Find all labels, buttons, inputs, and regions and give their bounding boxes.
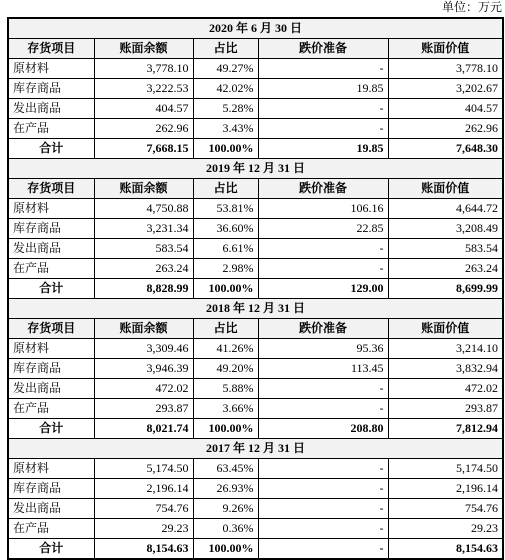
value-cell: 3,778.10 bbox=[388, 59, 503, 79]
column-header: 账面余额 bbox=[94, 39, 193, 59]
item-name-cell: 在产品 bbox=[8, 519, 94, 539]
table-row bbox=[8, 339, 503, 359]
value-cell: 63.45% bbox=[193, 459, 258, 479]
table-row bbox=[8, 199, 503, 219]
value-cell: 583.54 bbox=[388, 239, 503, 259]
period-title-row bbox=[8, 18, 503, 39]
column-header: 跌价准备 bbox=[258, 39, 388, 59]
item-name-cell: 原材料 bbox=[8, 339, 94, 359]
table-row bbox=[8, 359, 503, 379]
column-header: 跌价准备 bbox=[258, 179, 388, 199]
column-header: 账面余额 bbox=[94, 319, 193, 339]
value-cell: 5,174.50 bbox=[94, 459, 193, 479]
period-title-row bbox=[8, 159, 503, 179]
value-cell: 2,196.14 bbox=[94, 479, 193, 499]
period-title: 2020 年 6 月 30 日 bbox=[8, 18, 503, 39]
value-cell: 404.57 bbox=[94, 99, 193, 119]
table-row bbox=[8, 479, 503, 499]
value-cell: 404.57 bbox=[388, 99, 503, 119]
value-cell: - bbox=[258, 119, 388, 139]
item-name-cell: 库存商品 bbox=[8, 79, 94, 99]
value-cell: 3,208.49 bbox=[388, 219, 503, 239]
period-title: 2017 年 12 月 31 日 bbox=[8, 439, 503, 459]
value-cell: 3.43% bbox=[193, 119, 258, 139]
column-header-row bbox=[8, 39, 503, 59]
total-value: 7,812.94 bbox=[388, 419, 503, 439]
total-value: 100.00% bbox=[193, 419, 258, 439]
table-row bbox=[8, 459, 503, 479]
table-row bbox=[8, 119, 503, 139]
table-row bbox=[8, 219, 503, 239]
total-row bbox=[8, 539, 503, 560]
value-cell: 263.24 bbox=[94, 259, 193, 279]
value-cell: - bbox=[258, 239, 388, 259]
item-name-cell: 在产品 bbox=[8, 259, 94, 279]
total-value: 208.80 bbox=[258, 419, 388, 439]
value-cell: - bbox=[258, 459, 388, 479]
item-name-cell: 在产品 bbox=[8, 399, 94, 419]
item-name-cell: 原材料 bbox=[8, 199, 94, 219]
value-cell: 3,778.10 bbox=[94, 59, 193, 79]
value-cell: 5.88% bbox=[193, 379, 258, 399]
value-cell: 3,309.46 bbox=[94, 339, 193, 359]
total-label: 合计 bbox=[8, 279, 94, 299]
value-cell: 3,222.53 bbox=[94, 79, 193, 99]
total-value: 100.00% bbox=[193, 139, 258, 159]
total-value: 100.00% bbox=[193, 539, 258, 560]
value-cell: 583.54 bbox=[94, 239, 193, 259]
value-cell: 472.02 bbox=[94, 379, 193, 399]
value-cell: 2.98% bbox=[193, 259, 258, 279]
value-cell: 2,196.14 bbox=[388, 479, 503, 499]
column-header: 账面价值 bbox=[388, 179, 503, 199]
total-value: - bbox=[258, 539, 388, 560]
table-row bbox=[8, 259, 503, 279]
total-label: 合计 bbox=[8, 419, 94, 439]
value-cell: 6.61% bbox=[193, 239, 258, 259]
inventory-table-body bbox=[8, 18, 503, 559]
value-cell: - bbox=[258, 479, 388, 499]
value-cell: 754.76 bbox=[388, 499, 503, 519]
table-row bbox=[8, 99, 503, 119]
value-cell: 3,946.39 bbox=[94, 359, 193, 379]
table-row bbox=[8, 499, 503, 519]
value-cell: 263.24 bbox=[388, 259, 503, 279]
table-row bbox=[8, 379, 503, 399]
column-header: 占比 bbox=[193, 39, 258, 59]
total-value: 8,021.74 bbox=[94, 419, 193, 439]
value-cell: - bbox=[258, 379, 388, 399]
column-header: 存货项目 bbox=[8, 179, 94, 199]
value-cell: - bbox=[258, 59, 388, 79]
total-row bbox=[8, 139, 503, 159]
column-header: 存货项目 bbox=[8, 39, 94, 59]
value-cell: - bbox=[258, 259, 388, 279]
item-name-cell: 原材料 bbox=[8, 59, 94, 79]
table-row bbox=[8, 519, 503, 539]
value-cell: 36.60% bbox=[193, 219, 258, 239]
total-row bbox=[8, 419, 503, 439]
value-cell: 0.36% bbox=[193, 519, 258, 539]
total-value: 8,828.99 bbox=[94, 279, 193, 299]
table-row bbox=[8, 59, 503, 79]
value-cell: 4,750.88 bbox=[94, 199, 193, 219]
column-header-row bbox=[8, 179, 503, 199]
value-cell: 3,214.10 bbox=[388, 339, 503, 359]
item-name-cell: 发出商品 bbox=[8, 239, 94, 259]
unit-label: 单位：万元 bbox=[441, 0, 502, 14]
column-header-row bbox=[8, 319, 503, 339]
value-cell: 754.76 bbox=[94, 499, 193, 519]
value-cell: 26.93% bbox=[193, 479, 258, 499]
column-header: 存货项目 bbox=[8, 319, 94, 339]
value-cell: 3.66% bbox=[193, 399, 258, 419]
table-row bbox=[8, 239, 503, 259]
value-cell: 5,174.50 bbox=[388, 459, 503, 479]
value-cell: - bbox=[258, 499, 388, 519]
value-cell: 3,832.94 bbox=[388, 359, 503, 379]
period-title-row bbox=[8, 439, 503, 459]
value-cell: 19.85 bbox=[258, 79, 388, 99]
item-name-cell: 发出商品 bbox=[8, 99, 94, 119]
value-cell: 42.02% bbox=[193, 79, 258, 99]
column-header: 占比 bbox=[193, 319, 258, 339]
value-cell: 3,231.34 bbox=[94, 219, 193, 239]
value-cell: 5.28% bbox=[193, 99, 258, 119]
value-cell: 293.87 bbox=[388, 399, 503, 419]
item-name-cell: 库存商品 bbox=[8, 359, 94, 379]
value-cell: 41.26% bbox=[193, 339, 258, 359]
total-value: 8,154.63 bbox=[94, 539, 193, 560]
value-cell: 9.26% bbox=[193, 499, 258, 519]
value-cell: 472.02 bbox=[388, 379, 503, 399]
value-cell: - bbox=[258, 399, 388, 419]
inventory-table bbox=[7, 17, 504, 560]
item-name-cell: 发出商品 bbox=[8, 379, 94, 399]
value-cell: - bbox=[258, 519, 388, 539]
value-cell: 293.87 bbox=[94, 399, 193, 419]
table-row bbox=[8, 79, 503, 99]
total-value: 7,648.30 bbox=[388, 139, 503, 159]
value-cell: 29.23 bbox=[94, 519, 193, 539]
total-row bbox=[8, 279, 503, 299]
total-value: 8,154.63 bbox=[388, 539, 503, 560]
value-cell: 262.96 bbox=[94, 119, 193, 139]
value-cell: 113.45 bbox=[258, 359, 388, 379]
table-row bbox=[8, 399, 503, 419]
total-value: 129.00 bbox=[258, 279, 388, 299]
item-name-cell: 库存商品 bbox=[8, 219, 94, 239]
item-name-cell: 库存商品 bbox=[8, 479, 94, 499]
value-cell: 106.16 bbox=[258, 199, 388, 219]
value-cell: 49.27% bbox=[193, 59, 258, 79]
item-name-cell: 发出商品 bbox=[8, 499, 94, 519]
period-title: 2018 年 12 月 31 日 bbox=[8, 299, 503, 319]
value-cell: 53.81% bbox=[193, 199, 258, 219]
value-cell: 4,644.72 bbox=[388, 199, 503, 219]
period-title-row bbox=[8, 299, 503, 319]
value-cell: - bbox=[258, 99, 388, 119]
total-value: 7,668.15 bbox=[94, 139, 193, 159]
total-value: 19.85 bbox=[258, 139, 388, 159]
item-name-cell: 在产品 bbox=[8, 119, 94, 139]
item-name-cell: 原材料 bbox=[8, 459, 94, 479]
value-cell: 262.96 bbox=[388, 119, 503, 139]
total-label: 合计 bbox=[8, 539, 94, 560]
value-cell: 29.23 bbox=[388, 519, 503, 539]
period-title: 2019 年 12 月 31 日 bbox=[8, 159, 503, 179]
value-cell: 95.36 bbox=[258, 339, 388, 359]
column-header: 占比 bbox=[193, 179, 258, 199]
column-header: 跌价准备 bbox=[258, 319, 388, 339]
column-header: 账面价值 bbox=[388, 39, 503, 59]
value-cell: 49.20% bbox=[193, 359, 258, 379]
value-cell: 22.85 bbox=[258, 219, 388, 239]
column-header: 账面价值 bbox=[388, 319, 503, 339]
value-cell: 3,202.67 bbox=[388, 79, 503, 99]
total-label: 合计 bbox=[8, 139, 94, 159]
column-header: 账面余额 bbox=[94, 179, 193, 199]
total-value: 100.00% bbox=[193, 279, 258, 299]
total-value: 8,699.99 bbox=[388, 279, 503, 299]
